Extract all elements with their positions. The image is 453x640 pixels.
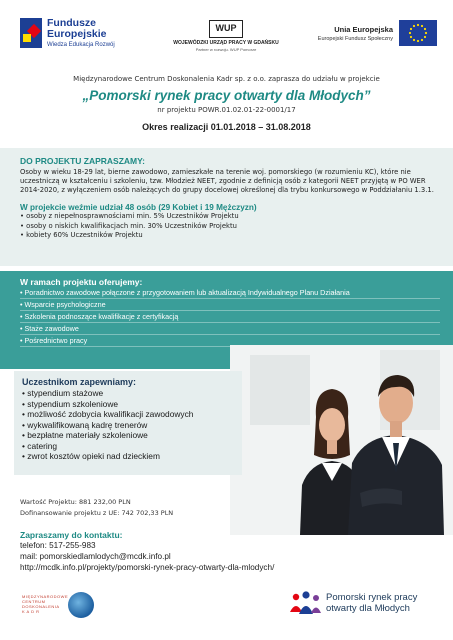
fe-logo-subtitle: Wiedza Edukacja Rozwój [47,42,115,48]
contact-heading: Zapraszamy do kontaktu: [20,530,123,540]
provide-item: • bezpłatne materiały szkoleniowe [22,430,236,441]
fe-flag-icon [20,18,42,48]
program-logo [288,590,417,616]
project-period: Okres realizacji 01.01.2018 – 31.08.2018 [142,122,311,132]
program-logo-line1: Pomorski rynek pracy [326,592,418,603]
contact-mail: mail: pomorskiedlamlodych@mcdk.info.pl [20,552,171,561]
participants-heading: W projekcie weźmie udział 48 osób (29 Kobiet i 19 Mężczyzn) [20,203,257,212]
mcdk-line3: DOSKONALENIA [22,604,60,609]
funding-info [20,497,173,519]
provide-item: • catering [22,441,236,452]
provide-item: • wykwalifikowaną kadrę trenerów [22,420,236,431]
eu-flag-icon [399,20,437,46]
provide-heading: Uczestnikom zapewniamy: [22,377,137,387]
fe-logo-title-2: Europejskie [47,28,107,40]
participant-item: • osoby z niepełnosprawnościami min. 5% Uczestników Projektu [20,212,436,222]
ue-logo [318,20,437,46]
mcdk-line4: K A D R [22,609,40,614]
wup-line2: Partner w rozwoju. WUP Pomorze [195,47,257,52]
offer-item: • Szkolenia podnoszące kwalifikacje z certyfikacją [20,311,440,323]
contact-phone: telefon: 517-255-983 [20,541,96,550]
ue-subtitle: Europejski Fundusz Społeczny [317,35,393,42]
offer-item: • Poradnictwo zawodowe połączone z przygotowaniem lub aktualizacją Indywidualnego Planu Działania [20,287,440,299]
mcdk-line1: MIĘDZYNARODOWE [22,594,69,599]
contact-section [20,530,274,573]
participant-item: • osoby o niskich kwalifikacjach min. 30% Uczestników Projektu [20,222,436,232]
project-cofinance: Dofinansowanie projektu z UE: 742 702,33 PLN [20,509,174,517]
participant-item: • kobiety 60% Uczestników Projektu [20,231,436,241]
wup-logo [165,16,287,52]
fundusze-europejskie-logo [20,18,115,48]
globe-icon [68,592,94,618]
invite-heading: DO PROJEKTU ZAPRASZAMY: [20,156,145,166]
invite-section [0,148,453,266]
invite-text: Osoby w wieku 18-29 lat, bierne zawodowo, zamieszkałe na terenie woj. pomorskiego (w rozumieniu KC), które nie uczestniczą w kształceniu i szkoleniu, tzw. Młodzież NEET, zgodnie z definicją osób z kategorii NEET przyjętą w PO WER 2014-2020, z wyłączeniem osób należących do grupy docelowej określonej dla trybu konkursowego w Poddziałaniu 1.3.1. [20,168,434,194]
offer-heading: W ramach projektu oferujemy: [20,277,143,287]
provide-item: • zwrot kosztów opieki nad dzieckiem [22,451,236,462]
wup-line1: WOJEWÓDZKI URZĄD PRACY W GDAŃSKU [173,40,279,46]
provide-item: • możliwość zdobycia kwalifikacji zawodowych [22,409,236,420]
project-title: „Pomorski rynek pracy otwarty dla Młodych” [82,88,371,103]
wup-box: WUP [209,20,243,38]
provide-section [14,371,242,475]
contact-url[interactable]: http://mcdk.info.pl/projekty/pomorski-rynek-pracy-otwarty-dla-mlodych/ [20,563,275,572]
intro-text: Międzynarodowe Centrum Doskonalenia Kadr sp. z o.o. zaprasza do udziału w projekcie [73,75,380,83]
ue-title: Unia Europejska [334,24,393,34]
provide-item: • stypendium szkoleniowe [22,399,236,410]
fe-logo-title-1: Fundusze [47,17,96,29]
project-value: Wartość Projektu: 881 232,00 PLN [20,498,131,506]
mcdk-line2: CENTRUM [22,599,46,604]
offer-item: • Wsparcie psychologiczne [20,299,440,311]
mcdk-logo [22,590,102,620]
project-number: nr projektu POWR.01.02.01-22-0001/17 [157,106,296,114]
offer-item: • Pośrednictwo pracy [20,335,440,347]
people-photo [230,345,453,535]
people-figures-icon [288,590,322,616]
program-logo-line2: otwarty dla Młodych [326,603,410,614]
logo-bar [0,16,453,58]
offer-item: • Staże zawodowe [20,323,440,335]
provide-item: • stypendium stażowe [22,388,236,399]
